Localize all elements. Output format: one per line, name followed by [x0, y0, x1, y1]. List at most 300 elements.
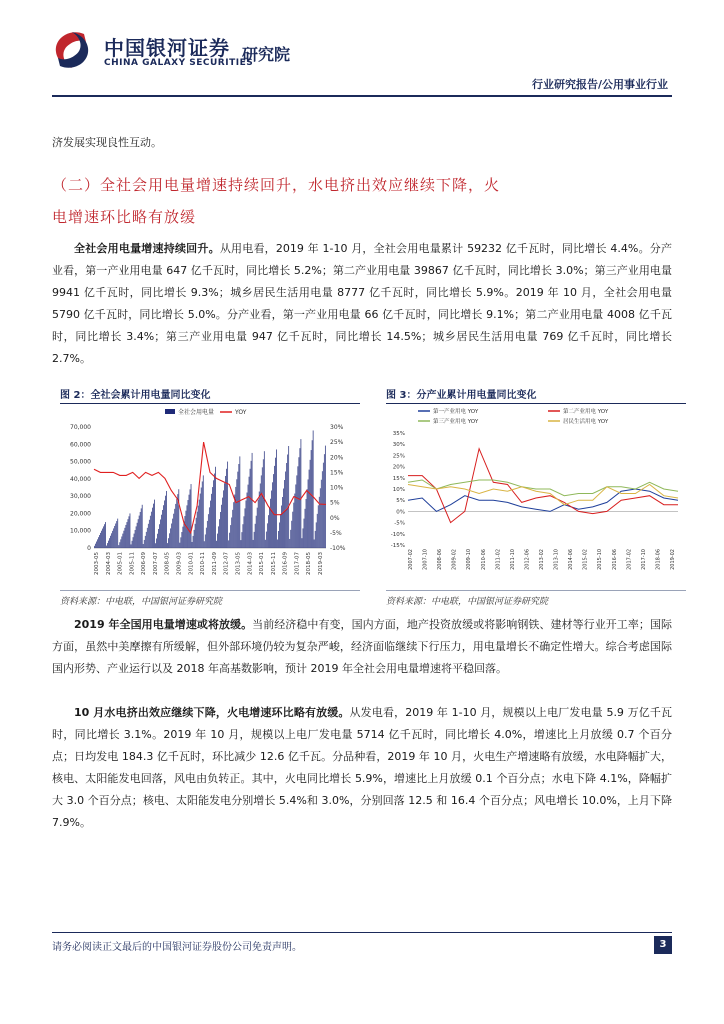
y-tick-label: -5%: [394, 520, 405, 527]
bar-total-consumption: [241, 540, 242, 548]
bar-total-consumption: [234, 495, 235, 548]
x-tick-label: 2007-10: [422, 549, 429, 570]
bar-total-consumption: [101, 531, 102, 548]
bar-total-consumption: [133, 537, 134, 548]
y-tick-label: 10%: [392, 487, 405, 493]
bar-total-consumption: [135, 530, 136, 548]
bar-total-consumption: [159, 524, 160, 548]
bar-total-consumption: [211, 494, 212, 548]
figure-2-source: 资料来源：中电联，中国银河证券研究院: [60, 597, 223, 607]
bar-total-consumption: [214, 474, 215, 548]
bar-total-consumption: [286, 463, 287, 548]
footer-disclaimer: 请务必阅读正文最后的中国银河证券股份公司免责声明。: [52, 942, 302, 953]
bar-total-consumption: [205, 534, 206, 548]
bar-total-consumption: [137, 523, 138, 548]
bar-total-consumption: [146, 532, 147, 548]
line-series: [408, 480, 678, 496]
bar-total-consumption: [213, 480, 214, 548]
bar-total-consumption: [229, 533, 230, 548]
bar-total-consumption: [302, 538, 303, 548]
bar-total-consumption: [267, 523, 268, 548]
bar-total-consumption: [184, 521, 185, 548]
bar-total-consumption: [279, 523, 280, 549]
bar-total-consumption: [236, 479, 237, 548]
bar-total-consumption: [259, 492, 260, 548]
bar-total-consumption: [132, 541, 133, 548]
bar-total-consumption: [154, 500, 155, 548]
bar-total-consumption: [141, 508, 142, 548]
bar-total-consumption: [289, 539, 290, 548]
bar-total-consumption: [190, 489, 191, 548]
x-tick-label: 2019-02: [670, 549, 676, 570]
y-tick-label: 20%: [392, 464, 405, 471]
bar-total-consumption: [115, 524, 116, 548]
bar-total-consumption: [173, 514, 174, 548]
bar-total-consumption: [201, 488, 202, 549]
bar-total-consumption: [221, 505, 222, 548]
y-right-tick-label: 30%: [330, 424, 344, 431]
bar-total-consumption: [269, 507, 270, 548]
bar-total-consumption: [274, 466, 275, 548]
bar-total-consumption: [287, 455, 288, 548]
bar-total-consumption: [235, 487, 236, 548]
x-tick-label: 2014-06: [568, 548, 575, 570]
bar-total-consumption: [263, 459, 264, 548]
x-tick-label: 2008-06: [437, 548, 444, 570]
bar-total-consumption: [295, 484, 296, 548]
y-left-tick-label: 10,000: [70, 527, 91, 535]
bar-total-consumption: [178, 489, 179, 548]
bar-total-consumption: [225, 476, 226, 548]
bar-total-consumption: [107, 543, 108, 548]
bar-total-consumption: [151, 512, 152, 548]
bar-total-consumption: [246, 500, 247, 548]
bar-total-consumption: [317, 514, 318, 548]
x-tick-label: 2011-02: [495, 548, 502, 570]
bar-total-consumption: [156, 538, 157, 548]
y-right-tick-label: 5%: [330, 499, 340, 507]
x-tick-label: 2015-11: [270, 551, 277, 575]
bar-total-consumption: [193, 536, 194, 548]
bar-total-consumption: [120, 539, 121, 548]
bar-total-consumption: [168, 538, 169, 548]
bar-total-consumption: [255, 524, 256, 548]
legend-label-series: 第三产业用电 YOY: [433, 419, 479, 425]
bar-total-consumption: [307, 489, 308, 548]
bar-total-consumption: [110, 536, 111, 548]
bar-total-consumption: [125, 528, 126, 548]
x-tick-label: 2009-02: [451, 549, 458, 570]
paragraph-electricity-consumption: [52, 238, 672, 370]
legend-label-yoy: YOY: [235, 409, 247, 416]
bar-total-consumption: [202, 481, 203, 548]
bar-total-consumption: [196, 518, 197, 548]
paragraph-body: 从用电看，2019 年 1-10 月，全社会用电量累计 59232 亿千瓦时，同比增长 4.4%。分产业看，第一产业用电量 647 亿千瓦时，同比增长 5.2%；第二产业用电量 39867 亿千瓦时，同比增长 3.0%；第三产业用电量 9941 亿千瓦时，同比增长 9.3%；城乡居民生活用电量 8777 亿千瓦时，同比增长 5.9%。2019 年 10 月，全社会用电量 5790 亿千瓦时，同比增长 5.0%。分产业看，第一产业用电量 66 亿千瓦时，同比增长 9.1%；第二产业用电量 4008 亿千瓦时，同比增长 3.4%；第三产业用电量 947 亿千瓦时，同比增长 14.5%；城乡居民生活用电量 769 亿千瓦时，同比增长 2.7%。: [52, 242, 673, 365]
bar-total-consumption: [116, 521, 117, 548]
bar-total-consumption: [114, 526, 115, 548]
bar-total-consumption: [231, 517, 232, 548]
bar-total-consumption: [321, 480, 322, 548]
x-tick-label: 2010-06: [480, 549, 487, 570]
x-tick-label: 2017-07: [294, 551, 301, 575]
bar-total-consumption: [313, 430, 314, 548]
bar-total-consumption: [209, 507, 210, 548]
bar-total-consumption: [147, 528, 148, 548]
bar-total-consumption: [266, 532, 267, 548]
bar-total-consumption: [124, 531, 125, 548]
y-left-tick-label: 70,000: [70, 424, 91, 431]
paragraph-lead: 10 月水电挤出效应继续下降，火电增速环比略有放缓。: [74, 706, 350, 719]
x-tick-label: 2018-05: [306, 551, 313, 575]
bar-total-consumption: [179, 543, 180, 548]
y-left-tick-label: 20,000: [70, 510, 91, 518]
x-tick-label: 2015-02: [582, 549, 589, 570]
bar-total-consumption: [237, 472, 238, 548]
x-tick-label: 2014-03: [247, 552, 254, 576]
bar-total-consumption: [258, 500, 259, 548]
bar-total-consumption: [316, 522, 317, 548]
x-tick-label: 2012-06: [524, 548, 531, 570]
figure-3-bottom-rule: [386, 590, 686, 591]
bar-total-consumption: [189, 495, 190, 548]
bar-total-consumption: [248, 485, 249, 548]
bar-total-consumption: [152, 508, 153, 548]
x-tick-label: 2011-09: [211, 552, 218, 575]
bar-total-consumption: [204, 541, 205, 548]
y-tick-label: 5%: [396, 498, 405, 505]
bar-total-consumption: [261, 475, 262, 548]
legend-swatch-bars: [165, 409, 175, 414]
x-tick-label: 2005-11: [129, 552, 136, 576]
bar-total-consumption: [314, 539, 315, 548]
y-right-tick-label: -10%: [330, 545, 346, 552]
y-right-tick-label: 0%: [330, 514, 340, 522]
bar-total-consumption: [212, 487, 213, 548]
footer-divider: [52, 932, 672, 933]
x-tick-label: 2016-06: [611, 549, 618, 570]
bar-total-consumption: [230, 525, 231, 548]
bar-total-consumption: [113, 528, 114, 548]
bar-total-consumption: [111, 533, 112, 548]
bar-total-consumption: [99, 535, 100, 548]
bar-total-consumption: [273, 474, 274, 548]
x-tick-label: 2005-01: [117, 552, 124, 576]
y-tick-label: 35%: [392, 431, 405, 437]
bar-total-consumption: [238, 464, 239, 548]
page-number: 3: [654, 936, 672, 954]
bar-total-consumption: [109, 538, 110, 548]
bar-total-consumption: [129, 516, 130, 548]
bar-total-consumption: [320, 488, 321, 548]
y-right-tick-label: 10%: [330, 484, 344, 492]
bar-total-consumption: [105, 522, 106, 548]
bar-total-consumption: [282, 497, 283, 548]
y-tick-label: 0%: [396, 509, 405, 516]
x-tick-label: 2003-05: [94, 552, 100, 575]
bar-total-consumption: [104, 524, 105, 548]
x-tick-label: 2004-03: [105, 552, 112, 575]
paragraph-lead: 2019 年全国用电量增速或将放缓。: [74, 618, 253, 631]
y-right-tick-label: -5%: [330, 529, 342, 537]
bar-total-consumption: [272, 482, 273, 548]
bar-total-consumption: [160, 519, 161, 548]
x-tick-label: 2016-09: [282, 551, 289, 575]
figure-2-top-rule: [60, 403, 360, 404]
bar-total-consumption: [306, 499, 307, 548]
bar-total-consumption: [312, 440, 313, 548]
x-tick-label: 2013-05: [235, 552, 242, 576]
bar-total-consumption: [194, 530, 195, 548]
bar-total-consumption: [226, 469, 227, 548]
bar-total-consumption: [299, 457, 300, 548]
bar-total-consumption: [251, 461, 252, 548]
bar-total-consumption: [195, 524, 196, 548]
bar-total-consumption: [188, 500, 189, 548]
bar-total-consumption: [260, 483, 261, 548]
bar-total-consumption: [227, 462, 228, 548]
paragraph-outlook: [52, 614, 672, 680]
bar-total-consumption: [224, 483, 225, 548]
bar-total-consumption: [298, 466, 299, 548]
x-tick-label: 2013-02: [539, 549, 545, 570]
bar-total-consumption: [140, 512, 141, 548]
bar-total-consumption: [138, 519, 139, 548]
bar-total-consumption: [323, 463, 324, 548]
bar-total-consumption: [176, 499, 177, 548]
bar-total-consumption: [277, 540, 278, 549]
figure-3-source: 资料来源：中电联，中国银河证券研究院: [386, 597, 549, 607]
bar-total-consumption: [169, 533, 170, 548]
legend-label-series: 第一产业用电 YOY: [433, 409, 479, 415]
x-tick-label: 2015-10: [597, 548, 604, 570]
bar-total-consumption: [281, 506, 282, 548]
bar-total-consumption: [166, 491, 167, 548]
bar-total-consumption: [96, 542, 97, 548]
x-tick-label: 2009-03: [176, 551, 183, 575]
bar-total-consumption: [150, 516, 151, 548]
bar-total-consumption: [186, 511, 187, 548]
bar-total-consumption: [171, 524, 172, 548]
bar-total-consumption: [219, 519, 220, 548]
figure-2-bottom-rule: [60, 590, 360, 591]
bar-total-consumption: [232, 510, 233, 548]
bar-total-consumption: [278, 531, 279, 548]
bar-total-consumption: [305, 509, 306, 548]
bar-total-consumption: [164, 500, 165, 548]
bar-total-consumption: [172, 519, 173, 548]
bar-total-consumption: [250, 469, 251, 548]
bar-total-consumption: [139, 516, 140, 548]
bar-total-consumption: [304, 519, 305, 548]
bar-total-consumption: [210, 501, 211, 548]
bar-total-consumption: [157, 534, 158, 548]
institute-label: 研究院: [242, 45, 291, 64]
bar-total-consumption: [291, 521, 292, 548]
x-tick-label: 2017-02: [626, 548, 633, 570]
bar-total-consumption: [325, 446, 326, 548]
bar-total-consumption: [270, 499, 271, 548]
x-tick-label: 2009-10: [466, 548, 473, 570]
bar-total-consumption: [167, 543, 168, 548]
x-tick-label: 2015-01: [259, 552, 266, 576]
bar-total-consumption: [118, 545, 119, 548]
bar-total-consumption: [162, 510, 163, 548]
paragraph-body: 当前经济稳中有变，国内方面，地产投资放缓或将影响钢铁、建材等行业开工率；国际方面，虽然中美摩擦有所缓解，但外部环境仍较为复杂严峻，经济面临继续下行压力，用电量增长不确定性增大。综合考虑国际国内形势、产业运行以及 2018 年高基数影响，预计 2019 年全社会用电量增速将平稳回落。: [52, 618, 673, 675]
bar-total-consumption: [122, 534, 123, 548]
bar-total-consumption: [296, 475, 297, 548]
bar-total-consumption: [315, 531, 316, 548]
bar-total-consumption: [102, 529, 103, 548]
bar-total-consumption: [271, 491, 272, 548]
y-tick-label: 30%: [392, 442, 405, 449]
bar-total-consumption: [284, 480, 285, 548]
bar-total-consumption: [134, 534, 135, 548]
bar-total-consumption: [294, 494, 295, 548]
bar-total-consumption: [301, 439, 302, 548]
y-tick-label: -15%: [390, 543, 405, 549]
bar-total-consumption: [197, 512, 198, 548]
bar-total-consumption: [108, 541, 109, 548]
bar-total-consumption: [208, 514, 209, 548]
bar-total-consumption: [182, 532, 183, 548]
bar-total-consumption: [276, 449, 277, 548]
bar-total-consumption: [223, 490, 224, 548]
logo-english: CHINA GALAXY SECURITIES: [104, 58, 254, 68]
bar-total-consumption: [170, 528, 171, 548]
section-title-line1: （二）全社会用电量增速持续回升，水电挤出效应继续下降，火: [52, 176, 501, 194]
bar-total-consumption: [106, 546, 107, 548]
bar-total-consumption: [144, 540, 145, 548]
bar-total-consumption: [262, 467, 263, 548]
bar-total-consumption: [318, 505, 319, 548]
bar-total-consumption: [233, 502, 234, 548]
legend-label-series: 第二产业用电 YOY: [563, 409, 609, 415]
bar-total-consumption: [249, 477, 250, 548]
bar-total-consumption: [240, 456, 241, 548]
bar-total-consumption: [203, 475, 204, 548]
bar-total-consumption: [300, 448, 301, 548]
bar-total-consumption: [161, 515, 162, 548]
paragraph-lead: 全社会用电量增速持续回升。: [74, 242, 220, 255]
bar-total-consumption: [308, 479, 309, 548]
bar-total-consumption: [242, 532, 243, 548]
bar-total-consumption: [153, 504, 154, 548]
chart-total-consumption: [60, 405, 360, 590]
paragraph-body: 从发电看，2019 年 1-10 月，规模以上电厂发电量 5.9 万亿千瓦时，同比增长 3.1%。2019 年 10 月，规模以上电厂发电量 5714 亿千瓦时，同比增长 4.0%，增速比上月放缓 0.7 个百分点；日均发电 184.3 亿千瓦时，环比减少 12.6 亿千瓦。分品种看，2019 年 10 月，火电生产增速略有放缓，水电降幅扩大，核电、太阳能发电回落，风电由负转正。其中，火电同比增长 5.9%，增速比上月放缓 0.1 个百分点；水电下降 4.1%，降幅扩大 3.0 个百分点；核电、太阳能发电分别增长 5.4%和 3.0%，分别回落 12.5 和 16.4 个百分点；风电增长 10.0%，上月下降 7.9%。: [52, 706, 672, 829]
section-title-line2: 电增速环比略有放缓: [52, 208, 197, 226]
bar-total-consumption: [97, 539, 98, 548]
bar-total-consumption: [288, 446, 289, 548]
bar-total-consumption: [206, 528, 207, 548]
bar-total-consumption: [311, 450, 312, 548]
bar-total-consumption: [198, 506, 199, 548]
y-tick-label: -10%: [390, 531, 405, 538]
bar-total-consumption: [112, 531, 113, 548]
bar-total-consumption: [275, 458, 276, 548]
x-tick-label: 2017-10: [640, 549, 647, 570]
x-tick-label: 2018-06: [655, 548, 662, 570]
x-tick-label: 2019-03: [318, 552, 324, 575]
bar-total-consumption: [243, 524, 244, 548]
bar-total-consumption: [220, 512, 221, 548]
bar-total-consumption: [257, 508, 258, 548]
bar-total-consumption: [244, 516, 245, 548]
bar-total-consumption: [149, 520, 150, 548]
bar-total-consumption: [222, 498, 223, 548]
paragraph-generation: [52, 702, 672, 834]
y-right-tick-label: 20%: [330, 454, 344, 462]
figure-3-title: 图 3：分产业累计用电量同比变化: [386, 390, 537, 401]
bar-total-consumption: [95, 544, 96, 548]
bar-total-consumption: [310, 460, 311, 548]
bar-total-consumption: [175, 504, 176, 548]
y-right-tick-label: 15%: [330, 469, 344, 477]
bar-total-consumption: [309, 470, 310, 548]
bar-total-consumption: [253, 540, 254, 548]
bar-total-consumption: [200, 494, 201, 548]
x-tick-label: 2012-07: [223, 552, 230, 576]
bar-total-consumption: [290, 530, 291, 548]
bar-total-consumption: [121, 536, 122, 548]
bar-total-consumption: [183, 527, 184, 548]
bar-total-consumption: [268, 515, 269, 548]
y-left-tick-label: 30,000: [70, 493, 91, 501]
bar-total-consumption: [293, 503, 294, 548]
bar-total-consumption: [247, 493, 248, 548]
bar-total-consumption: [192, 542, 193, 548]
bar-total-consumption: [103, 526, 104, 548]
x-tick-label: 2007-02: [408, 549, 414, 570]
bar-total-consumption: [142, 505, 143, 548]
x-tick-label: 2006-09: [141, 552, 148, 576]
chart-industry-consumption: [386, 405, 686, 590]
report-type: 行业研究报告/公用事业行业: [531, 78, 668, 91]
x-tick-label: 2007-07: [152, 551, 159, 575]
y-right-tick-label: 25%: [330, 439, 344, 447]
y-left-tick-label: 50,000: [70, 458, 91, 466]
bar-total-consumption: [283, 489, 284, 548]
bar-total-consumption: [126, 525, 127, 548]
bar-total-consumption: [191, 484, 192, 548]
bar-total-consumption: [131, 544, 132, 548]
bar-total-consumption: [256, 516, 257, 548]
bar-total-consumption: [98, 537, 99, 548]
bar-total-consumption: [174, 509, 175, 548]
y-tick-label: 15%: [392, 475, 405, 482]
x-tick-label: 2013-10: [553, 549, 560, 570]
bar-total-consumption: [127, 522, 128, 548]
y-left-tick-label: 40,000: [70, 475, 91, 483]
x-tick-label: 2011-10: [509, 549, 516, 570]
bar-total-consumption: [145, 536, 146, 548]
page-header: [0, 0, 724, 100]
bar-total-consumption: [180, 537, 181, 548]
bar-total-consumption: [280, 514, 281, 548]
figure-2-title: 图 2：全社会累计用电量同比变化: [60, 390, 211, 401]
header-divider: [52, 95, 672, 97]
bar-total-consumption: [155, 543, 156, 548]
bar-total-consumption: [128, 519, 129, 548]
bar-total-consumption: [228, 540, 229, 548]
bar-total-consumption: [217, 534, 218, 548]
y-tick-label: 25%: [392, 453, 405, 460]
bar-total-consumption: [94, 546, 95, 548]
logo-chinese: 中国银河证券: [104, 36, 230, 60]
bar-total-consumption: [119, 542, 120, 548]
legend-label-bars: 全社会用电量: [178, 409, 215, 416]
bar-total-consumption: [117, 519, 118, 548]
bar-total-consumption: [254, 532, 255, 548]
